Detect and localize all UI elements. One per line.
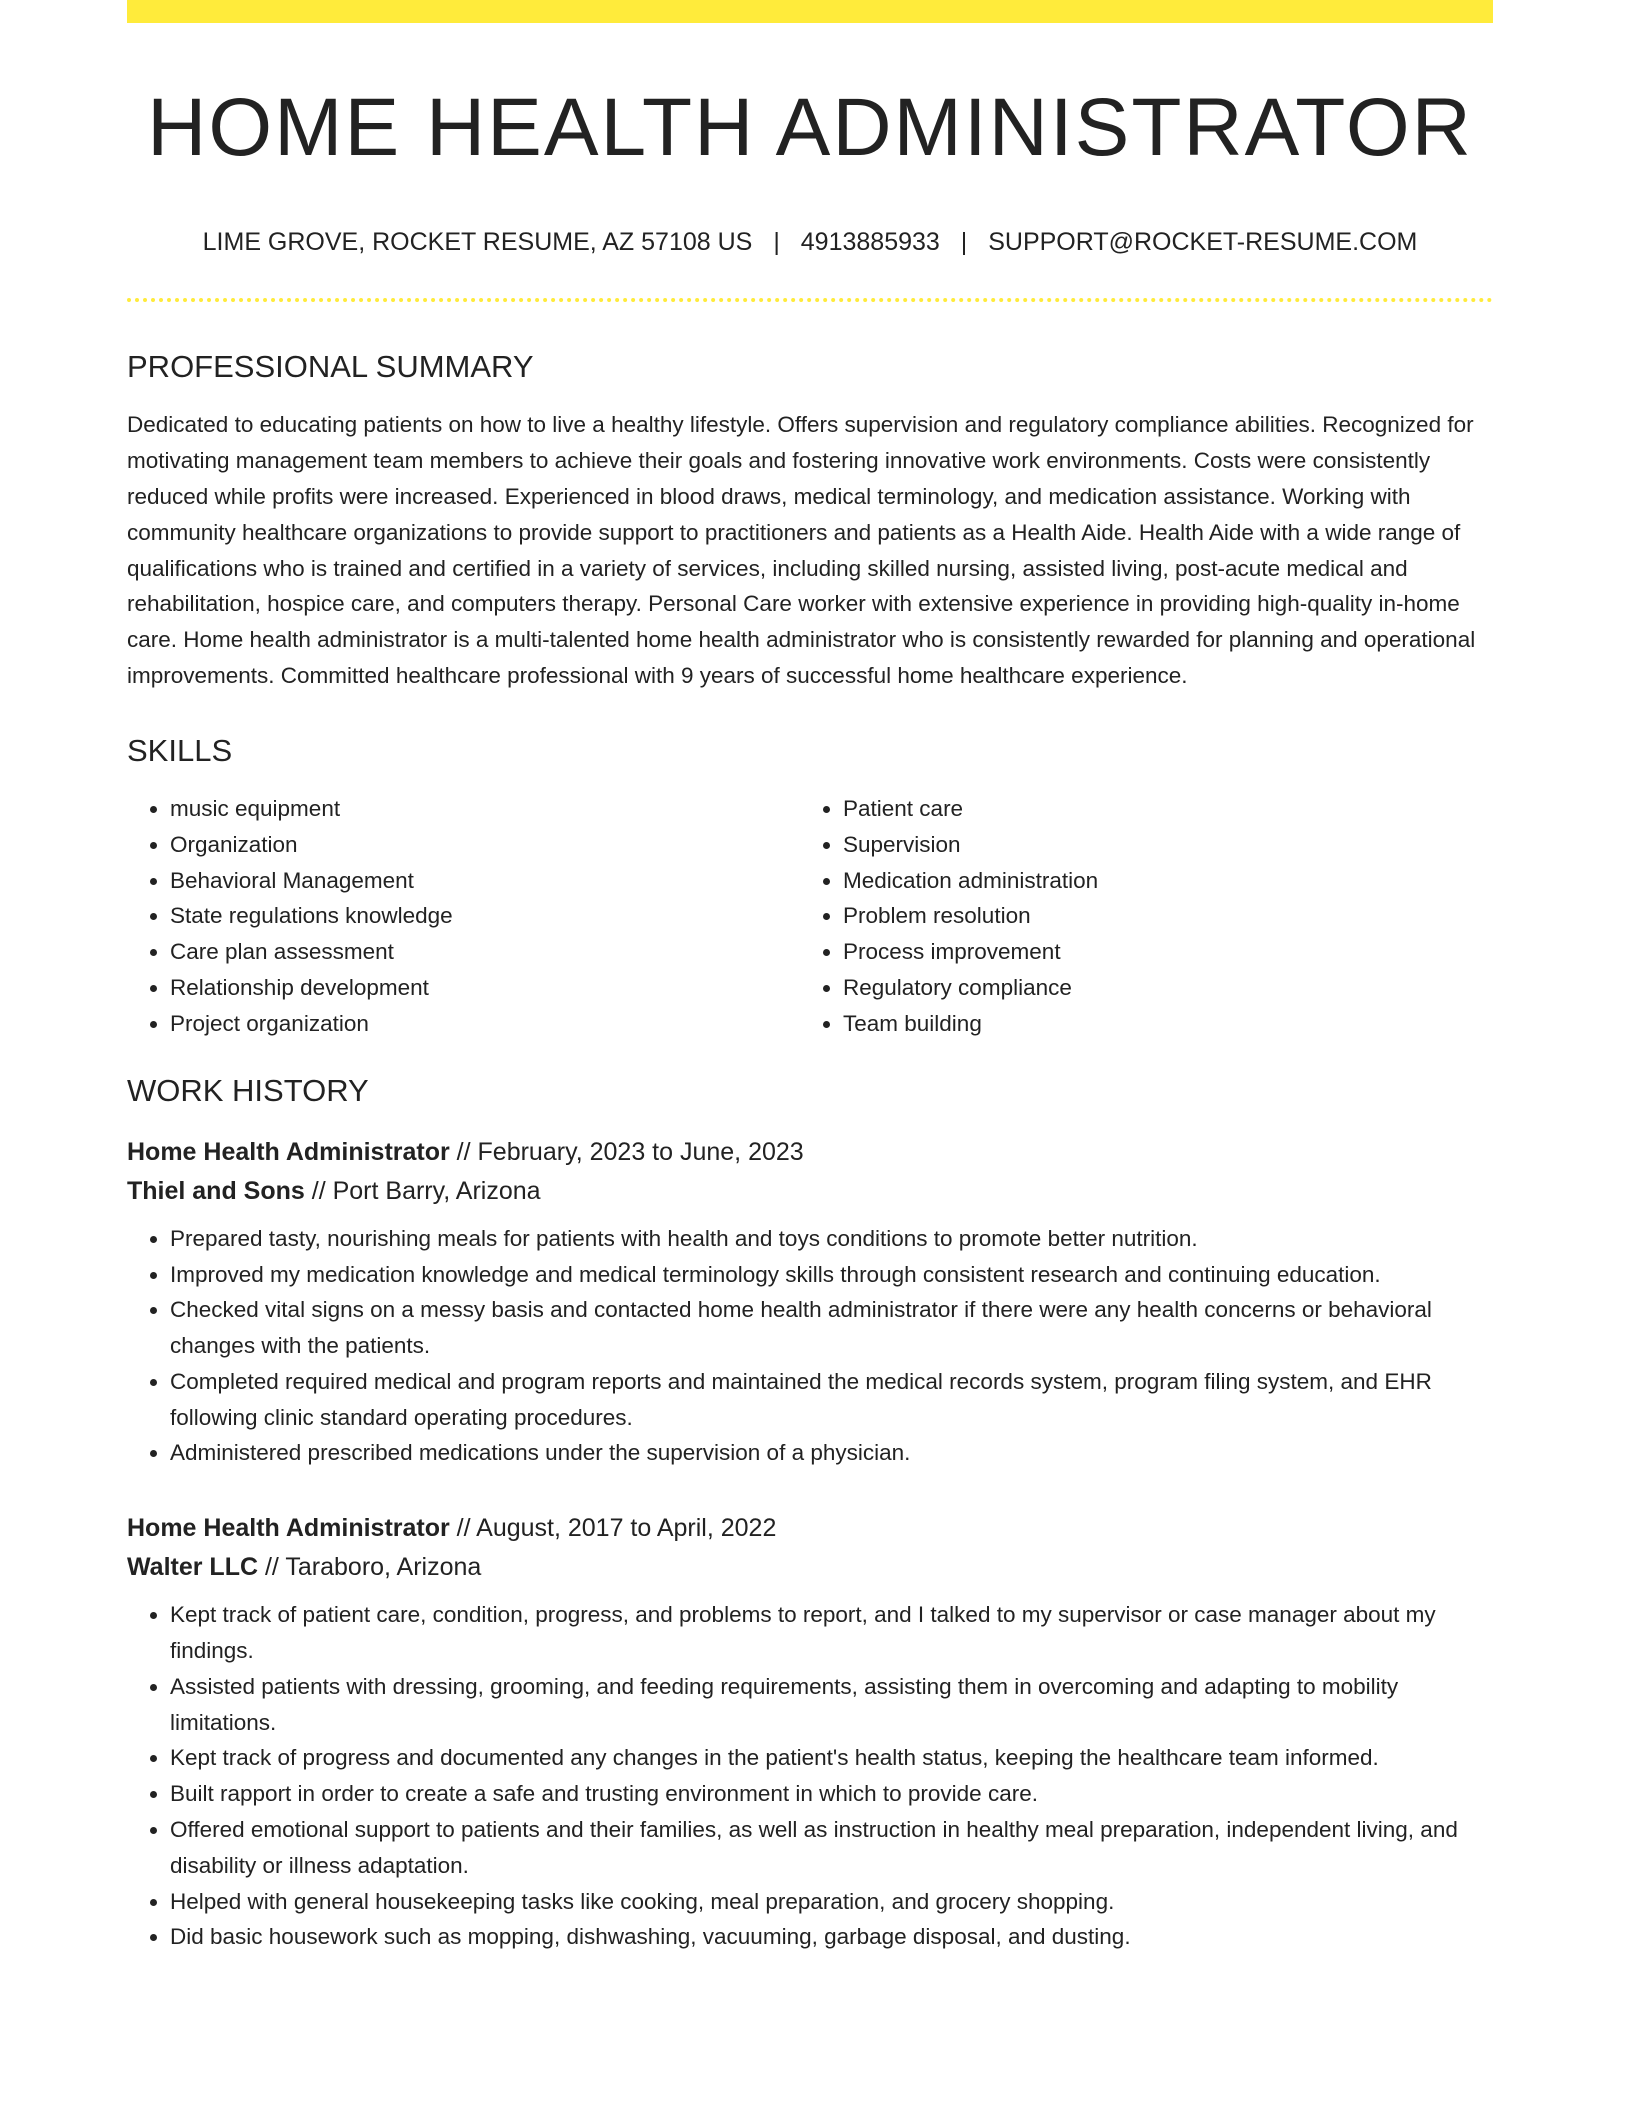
skills-list-left: [127, 791, 800, 1042]
job-company: Walter LLC: [127, 1553, 259, 1582]
job-role-line: [127, 1509, 1493, 1548]
job-role-line: [127, 1133, 1493, 1172]
skill-item: • Patient care: [843, 791, 1473, 827]
skill-item: • State regulations knowledge: [170, 898, 800, 934]
contact-line: [127, 227, 1493, 257]
job-bullet: • Administered prescribed medications under the supervision of a physician.: [170, 1435, 1493, 1471]
contact-email: SUPPORT@ROCKET-RESUME.COM: [988, 228, 1418, 257]
skill-item: • Care plan assessment: [170, 934, 800, 970]
header-divider: [127, 298, 1493, 302]
resume-page: [127, 0, 1493, 1955]
skill-item: • Organization: [170, 827, 800, 863]
job-company: Thiel and Sons: [127, 1176, 305, 1205]
job-dates: February, 2023 to June, 2023: [477, 1137, 804, 1166]
job-role: Home Health Administrator: [127, 1137, 450, 1166]
job-location: Taraboro, Arizona: [285, 1553, 482, 1582]
work-history-heading: WORK HISTORY: [127, 1072, 369, 1108]
job-bullet: • Completed required medical and program reports and maintained the medical records system, program filing system, and EHR following clinic standard operating procedures.: [170, 1364, 1493, 1436]
summary-heading: PROFESSIONAL SUMMARY: [127, 349, 534, 385]
job-bullet: • Improved my medication knowledge and medical terminology skills through consistent research and continuing education.: [170, 1257, 1493, 1293]
skill-item: • Regulatory compliance: [843, 970, 1473, 1006]
skill-item: • Project organization: [170, 1006, 800, 1042]
skill-item: • Supervision: [843, 827, 1473, 863]
job-bullet: • Checked vital signs on a messy basis and contacted home health administrator if there were any health concerns or behavioral changes with the patients.: [170, 1292, 1493, 1364]
job-entry: [127, 1133, 1493, 1472]
skill-item: • Problem resolution: [843, 898, 1473, 934]
contact-separator: |: [773, 228, 780, 257]
skill-item: • Behavioral Management: [170, 863, 800, 899]
accent-top-bar: [127, 0, 1493, 23]
skills-grid: [127, 791, 1493, 1042]
job-company-line: [127, 1172, 1493, 1211]
summary-text: Dedicated to educating patients on how to live a healthy lifestyle. Offers supervision and regulatory compliance abilities. Recognized for motivating management team members to achieve their goals and fostering innovative work environments. Costs were consistently reduced while profits were increased. Experienced in blood draws, medical terminology, and medication assistance. Working with community healthcare organizations to provide support to practitioners and patients as a Health Aide. Health Aide with a wide range of qualifications who is trained and certified in a variety of services, including skilled nursing, assisted living, post-acute medical and rehabilitation, hospice care, and computers therapy. Personal Care worker with extensive experience in providing high-quality in-home care. Home health administrator is a multi-talented home health administrator who is consistently rewarded for planning and operational improvements. Committed healthcare professional with 9 years of successful home healthcare experience.: [127, 412, 1476, 688]
skill-item: • Team building: [843, 1006, 1473, 1042]
job-bullet: • Assisted patients with dressing, grooming, and feeding requirements, assisting them in overcoming and adapting to mobility limitations.: [170, 1669, 1493, 1741]
skill-item: • Relationship development: [170, 970, 800, 1006]
job-bullet-list: [127, 1597, 1493, 1955]
job-bullet-list: [127, 1221, 1493, 1472]
job-bullet: • Helped with general housekeeping tasks like cooking, meal preparation, and grocery shopping.: [170, 1884, 1493, 1920]
job-entry: [127, 1509, 1493, 1955]
skill-item: • music equipment: [170, 791, 800, 827]
contact-address: LIME GROVE, ROCKET RESUME, AZ 57108 US: [202, 228, 753, 257]
job-bullet: • Did basic housework such as mopping, dishwashing, vacuuming, garbage disposal, and dusting.: [170, 1919, 1493, 1955]
job-location: Port Barry, Arizona: [332, 1176, 541, 1205]
skills-list-right: [800, 791, 1473, 1042]
job-company-line: [127, 1548, 1493, 1587]
contact-phone: 4913885933: [800, 228, 940, 257]
resume-title: HOME HEALTH ADMINISTRATOR: [147, 82, 1473, 173]
job-bullet: • Built rapport in order to create a safe and trusting environment in which to provide care.: [170, 1776, 1493, 1812]
job-dates: August, 2017 to April, 2022: [476, 1514, 777, 1543]
skill-item: • Process improvement: [843, 934, 1473, 970]
job-separator: //: [449, 1514, 477, 1543]
job-role: Home Health Administrator: [127, 1514, 450, 1543]
job-bullet: • Kept track of patient care, condition, progress, and problems to report, and I talked to my supervisor or case manager about my findings.: [170, 1597, 1493, 1669]
job-separator: //: [449, 1137, 478, 1166]
job-bullet: • Kept track of progress and documented any changes in the patient's health status, keeping the healthcare team informed.: [170, 1740, 1493, 1776]
skill-item: • Medication administration: [843, 863, 1473, 899]
contact-separator: |: [960, 228, 968, 257]
job-bullet: • Offered emotional support to patients and their families, as well as instruction in healthy meal preparation, independent living, and disability or illness adaptation.: [170, 1812, 1493, 1884]
job-bullet: • Prepared tasty, nourishing meals for patients with health and toys conditions to promote better nutrition.: [170, 1221, 1493, 1257]
job-separator: //: [304, 1176, 333, 1205]
job-separator: //: [258, 1553, 286, 1582]
skills-heading: SKILLS: [127, 732, 233, 768]
